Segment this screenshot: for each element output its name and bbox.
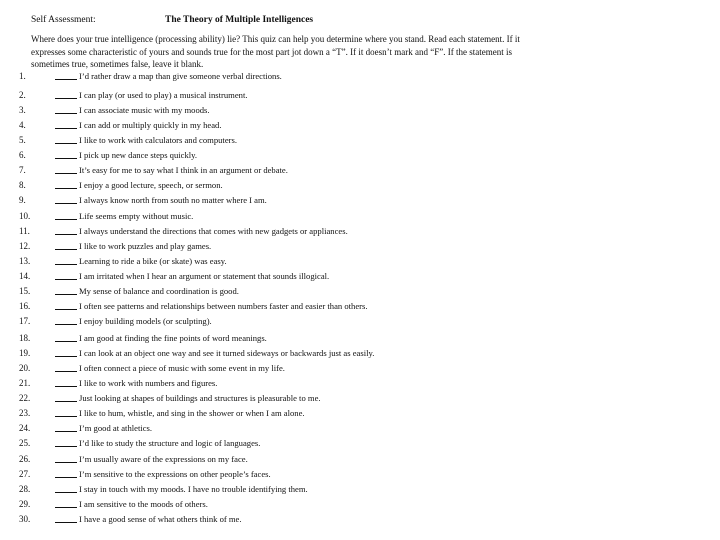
statement-number: 9. [19,195,26,205]
answer-blank[interactable] [55,431,77,432]
statement-number: 10. [19,211,31,221]
statement-text: I like to work puzzles and play games. [79,241,212,251]
statement-number: 5. [19,135,26,145]
answer-blank[interactable] [55,324,77,325]
statement-text: I like to work with numbers and figures. [79,378,218,388]
statement-number: 24. [19,423,31,433]
statement-number: 26. [19,454,31,464]
statement-text: I can add or multiply quickly in my head. [79,120,222,130]
statement-number: 3. [19,105,26,115]
statement-text: My sense of balance and coordination is good. [79,286,239,296]
statement-number: 28. [19,484,31,494]
answer-blank[interactable] [55,264,77,265]
statement-row [0,270,720,282]
statement-text: I am irritated when I hear an argument or statement that sounds illogical. [79,271,330,281]
statement-number: 6. [19,150,26,160]
statement-row [0,437,720,449]
answer-blank[interactable] [55,507,77,508]
statement-row [0,134,720,146]
statement-number: 23. [19,408,31,418]
statement-number: 30. [19,514,31,524]
self-assessment-label: Self Assessment: [31,15,96,25]
answer-blank[interactable] [55,113,77,114]
answer-blank[interactable] [55,309,77,310]
statement-number: 27. [19,469,31,479]
answer-blank[interactable] [55,416,77,417]
statement-row [0,392,720,404]
answer-blank[interactable] [55,98,77,99]
statement-row [0,210,720,222]
statement-row [0,194,720,206]
instructions-line: Where does your true intelligence (processing ability) lie? This quiz can help you determine where you stand. Read each statement. If it [31,34,520,44]
statement-row [0,164,720,176]
answer-blank[interactable] [55,294,77,295]
statement-text: I can play (or used to play) a musical instrument. [79,90,248,100]
statement-number: 22. [19,393,31,403]
statement-text: I pick up new dance steps quickly. [79,150,198,160]
statement-row [0,468,720,480]
statement-row [0,315,720,327]
statement-row [0,285,720,297]
statement-number: 29. [19,499,31,509]
answer-blank[interactable] [55,249,77,250]
statement-text: I stay in touch with my moods. I have no trouble identifying them. [79,484,308,494]
answer-blank[interactable] [55,522,77,523]
statement-text: I always know north from south no matter where I am. [79,195,267,205]
answer-blank[interactable] [55,79,77,80]
statement-number: 11. [19,226,30,236]
answer-blank[interactable] [55,356,77,357]
statement-text: I often see patterns and relationships between numbers faster and easier than others. [79,301,368,311]
instructions [31,33,579,71]
answer-blank[interactable] [55,219,77,220]
answer-blank[interactable] [55,143,77,144]
statement-text: Learning to ride a bike (or skate) was easy. [79,256,227,266]
answer-blank[interactable] [55,341,77,342]
statement-row [0,240,720,252]
answer-blank[interactable] [55,446,77,447]
statement-number: 21. [19,378,31,388]
statement-row [0,362,720,374]
statement-number: 7. [19,165,26,175]
statement-text: I am good at finding the fine points of word meanings. [79,333,267,343]
statement-text: I like to work with calculators and computers. [79,135,237,145]
statement-row [0,332,720,344]
statement-row [0,300,720,312]
answer-blank[interactable] [55,158,77,159]
answer-blank[interactable] [55,401,77,402]
statement-row [0,119,720,131]
statement-number: 4. [19,120,26,130]
statement-row [0,70,720,82]
statement-row [0,422,720,434]
statement-text: I enjoy building models (or sculpting). [79,316,212,326]
statement-text: I have a good sense of what others think of me. [79,514,242,524]
statement-text: I can look at an object one way and see it turned sideways or backwards just as easily. [79,348,375,358]
answer-blank[interactable] [55,203,77,204]
statement-number: 1. [19,71,26,81]
statement-row [0,513,720,525]
statement-number: 19. [19,348,31,358]
statement-row [0,104,720,116]
answer-blank[interactable] [55,128,77,129]
statement-number: 17. [19,316,31,326]
statement-number: 25. [19,438,31,448]
statement-number: 12. [19,241,31,251]
statement-text: I always understand the directions that comes with new gadgets or appliances. [79,226,348,236]
answer-blank[interactable] [55,492,77,493]
answer-blank[interactable] [55,234,77,235]
statement-row [0,149,720,161]
instructions-line: expresses some characteristic of yours and sounds true for the most part jot down a “T”. If it doesn’t mark and “F”. If the statement is [31,46,512,57]
statement-text: I’m sensitive to the expressions on other people’s faces. [79,469,271,479]
statement-row [0,483,720,495]
statement-text: I’m good at athletics. [79,423,153,433]
answer-blank[interactable] [55,188,77,189]
statement-text: I am sensitive to the moods of others. [79,499,208,509]
statement-text: I often connect a piece of music with some event in my life. [79,363,285,373]
statement-row [0,255,720,267]
statement-number: 14. [19,271,31,281]
statement-row [0,407,720,419]
answer-blank[interactable] [55,386,77,387]
statement-row [0,347,720,359]
answer-blank[interactable] [55,279,77,280]
statement-text: I’d rather draw a map than give someone verbal directions. [79,71,282,81]
answer-blank[interactable] [55,462,77,463]
statement-text: I can associate music with my moods. [79,105,210,115]
document-title: The Theory of Multiple Intelligences [165,15,314,25]
statement-row [0,498,720,510]
statement-number: 16. [19,301,31,311]
statement-text: I enjoy a good lecture, speech, or sermon. [79,180,223,190]
answer-blank[interactable] [55,173,77,174]
statement-number: 20. [19,363,31,373]
statement-text: I like to hum, whistle, and sing in the shower or when I am alone. [79,408,305,418]
statement-row [0,225,720,237]
instructions-line: sometimes true, sometimes false, leave it blank. [31,59,204,69]
answer-blank[interactable] [55,477,77,478]
statement-row [0,179,720,191]
statement-row [0,453,720,465]
statement-row [0,89,720,101]
statement-number: 2. [19,90,26,100]
statement-text: I’d like to study the structure and logic of languages. [79,438,261,448]
statement-number: 18. [19,333,31,343]
statement-text: Life seems empty without music. [79,211,194,221]
statement-number: 13. [19,256,31,266]
header [31,15,691,29]
answer-blank[interactable] [55,371,77,372]
statement-text: Just looking at shapes of buildings and structures is pleasurable to me. [79,393,321,403]
statement-text: I’m usually aware of the expressions on my face. [79,454,248,464]
statement-number: 8. [19,180,26,190]
statement-text: It’s easy for me to say what I think in an argument or debate. [79,165,288,175]
statement-row [0,377,720,389]
statement-number: 15. [19,286,31,296]
